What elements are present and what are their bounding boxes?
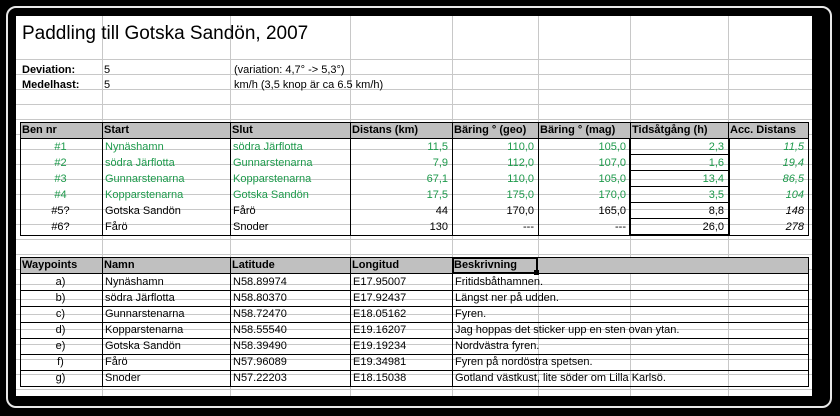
waypoints-cell[interactable]: e) — [55, 340, 66, 352]
legs-cell[interactable]: 17,5 — [426, 189, 448, 201]
legs-border-bottom — [20, 235, 809, 236]
waypoints-header-cell: Latitude — [232, 259, 275, 271]
waypoints-cell[interactable]: N58.39490 — [233, 340, 287, 352]
legs-cell[interactable]: Gunnarstenarna — [105, 173, 185, 185]
waypoints-cell[interactable]: E18.05162 — [353, 308, 407, 320]
legs-border-vertical — [538, 122, 539, 235]
waypoints-cell[interactable]: Kopparstenarna — [105, 324, 184, 336]
legs-cell[interactable]: Kopparstenarna — [105, 189, 184, 201]
legs-header-cell: Start — [104, 124, 130, 136]
waypoints-cell[interactable]: Jag hoppas det sticker upp en sten ovan ytan. — [455, 324, 680, 336]
waypoints-cell[interactable]: N58.72470 — [233, 308, 287, 320]
waypoints-rowline — [20, 290, 808, 291]
legs-border-vertical — [230, 122, 231, 235]
legs-cell[interactable]: 2,3 — [708, 141, 724, 153]
legs-cell[interactable]: 1,6 — [708, 157, 724, 169]
legs-cell[interactable]: #3 — [54, 173, 67, 185]
gridline-horizontal — [16, 119, 812, 120]
gridline-horizontal — [16, 74, 812, 75]
waypoints-cell[interactable]: N58.80370 — [233, 292, 287, 304]
legs-cell[interactable]: #2 — [54, 157, 67, 169]
legs-cell[interactable]: 170,0 — [598, 189, 626, 201]
legs-cell[interactable]: södra Järflotta — [233, 141, 303, 153]
legs-cell[interactable]: 3,5 — [708, 189, 724, 201]
legs-border-vertical — [808, 122, 809, 235]
waypoints-cell[interactable]: södra Järflotta — [105, 292, 175, 304]
legs-time-rowline — [630, 154, 728, 155]
waypoints-cell[interactable]: E17.95007 — [353, 276, 407, 288]
legs-cell[interactable]: 67,1 — [426, 173, 448, 185]
legs-cell[interactable]: 130 — [429, 221, 448, 233]
deviation-note: (variation: 4,7° -> 5,3°) — [234, 64, 345, 76]
waypoints-cell[interactable]: Snoder — [105, 372, 141, 384]
waypoints-cell[interactable]: b) — [55, 292, 66, 304]
waypoints-cell[interactable]: Nordvästra fyren. — [455, 340, 540, 352]
legs-time-rowline — [630, 202, 728, 203]
legs-cell[interactable]: 278 — [785, 221, 804, 233]
waypoints-cell[interactable]: f) — [57, 356, 64, 368]
gridline-horizontal — [16, 89, 812, 90]
waypoints-cell[interactable]: E17.92437 — [353, 292, 407, 304]
waypoints-cell[interactable]: Fyren på nordöstra spetsen. — [455, 356, 593, 368]
waypoints-cell[interactable]: Nynäshamn — [105, 276, 164, 288]
legs-cell[interactable]: #1 — [54, 141, 67, 153]
legs-header-cell: Bäring ° (geo) — [454, 124, 527, 136]
waypoints-header-cell: Namn — [104, 259, 135, 271]
waypoints-cell[interactable]: Fritidsbåthamnen. — [455, 276, 544, 288]
legs-cell[interactable]: 86,5 — [782, 173, 804, 185]
gridline-horizontal — [16, 389, 812, 390]
legs-time-rowline — [630, 218, 728, 219]
legs-cell[interactable]: södra Järflotta — [105, 157, 175, 169]
waypoints-cell[interactable]: N58.55540 — [233, 324, 287, 336]
legs-cell[interactable]: 13,4 — [702, 173, 724, 185]
waypoints-cell[interactable]: N58.89974 — [233, 276, 287, 288]
speed-note: km/h (3,5 knop är ca 6.5 km/h) — [234, 79, 384, 91]
selected-cell-outline[interactable] — [452, 257, 538, 274]
waypoints-cell[interactable]: E19.16207 — [353, 324, 407, 336]
legs-cell[interactable]: Kopparstenarna — [233, 173, 312, 185]
legs-cell[interactable]: 148 — [785, 205, 804, 217]
legs-header-cell: Bäring ° (mag) — [540, 124, 616, 136]
legs-cell[interactable]: Fårö — [105, 221, 128, 233]
deviation-value[interactable]: 5 — [104, 64, 111, 76]
waypoints-rowline — [20, 370, 808, 371]
legs-time-rowline — [630, 234, 728, 235]
legs-header-cell: Distans (km) — [352, 124, 419, 136]
legs-cell[interactable]: #5? — [51, 205, 70, 217]
waypoints-cell[interactable]: Längst ner på udden. — [455, 292, 559, 304]
waypoints-cell[interactable]: c) — [55, 308, 66, 320]
waypoints-cell[interactable]: E19.19234 — [353, 340, 407, 352]
legs-cell[interactable]: Snoder — [233, 221, 269, 233]
sheet-title: Paddling till Gotska Sandön, 2007 — [22, 23, 309, 44]
waypoints-cell[interactable]: d) — [55, 324, 66, 336]
gridline-horizontal — [16, 59, 812, 60]
waypoints-header-cell: Beskrivning — [454, 259, 517, 271]
gridline-horizontal — [16, 254, 812, 255]
legs-cell[interactable]: 175,0 — [506, 189, 534, 201]
legs-border-vertical — [102, 122, 103, 235]
waypoints-header-cell: Longitud — [352, 259, 400, 271]
waypoints-header-cell: Waypoints — [22, 259, 78, 271]
legs-border-vertical — [20, 122, 21, 235]
legs-cell[interactable]: 110,0 — [507, 141, 534, 153]
waypoints-border-bottom — [20, 386, 809, 387]
waypoints-cell[interactable]: E18.15038 — [353, 372, 407, 384]
waypoints-cell[interactable]: N57.96089 — [233, 356, 287, 368]
waypoints-cell[interactable]: Fyren. — [455, 308, 487, 320]
speed-label: Medelhast: — [22, 79, 80, 91]
legs-cell[interactable]: --- — [523, 221, 534, 233]
legs-cell[interactable]: Gotska Sandön — [105, 205, 181, 217]
legs-time-rowline — [630, 170, 728, 171]
legs-cell[interactable]: 107,0 — [598, 157, 626, 169]
gridline-horizontal — [16, 104, 812, 105]
waypoints-rowline — [20, 322, 808, 323]
legs-cell[interactable]: Gunnarstenarna — [233, 157, 313, 169]
waypoints-cell[interactable]: Gotland västkust, lite söder om Lilla Karlsö. — [455, 372, 666, 384]
legs-cell[interactable]: 105,0 — [598, 141, 626, 153]
legs-cell[interactable]: #4 — [54, 189, 67, 201]
waypoints-rowline — [20, 306, 808, 307]
legs-header-cell: Acc. Distans — [730, 124, 797, 136]
legs-cell[interactable]: 170,0 — [506, 205, 534, 217]
legs-cell[interactable]: 11,5 — [783, 141, 804, 153]
legs-header-cell: Ben nr — [22, 124, 57, 136]
legs-time-border — [729, 139, 730, 235]
legs-cell[interactable]: 11,5 — [427, 141, 448, 153]
waypoints-cell[interactable]: N57.22203 — [233, 372, 287, 384]
deviation-label: Deviation: — [22, 64, 76, 76]
legs-cell[interactable]: 104 — [785, 189, 804, 201]
legs-cell[interactable]: Gotska Sandön — [233, 189, 309, 201]
legs-border-vertical — [452, 122, 453, 235]
legs-cell[interactable]: 165,0 — [598, 205, 626, 217]
legs-cell[interactable]: --- — [615, 221, 626, 233]
waypoints-cell[interactable]: g) — [55, 372, 66, 384]
waypoints-rowline — [20, 338, 808, 339]
gridline-horizontal — [16, 239, 812, 240]
legs-header-cell: Tidsåtgång (h) — [632, 124, 708, 136]
waypoints-cell[interactable]: Gunnarstenarna — [105, 308, 185, 320]
legs-header-cell: Slut — [232, 124, 253, 136]
waypoints-cell[interactable]: Fårö — [105, 356, 128, 368]
legs-cell[interactable]: 112,0 — [507, 157, 534, 169]
waypoints-cell[interactable]: a) — [55, 276, 66, 288]
legs-border-vertical — [350, 122, 351, 235]
speed-value[interactable]: 5 — [104, 79, 111, 91]
legs-cell[interactable]: 8,8 — [708, 205, 724, 217]
waypoints-cell[interactable]: E19.34981 — [353, 356, 407, 368]
legs-cell[interactable]: Nynäshamn — [105, 141, 164, 153]
legs-cell[interactable]: 110,0 — [507, 173, 534, 185]
waypoints-rowline — [20, 354, 808, 355]
legs-cell[interactable]: 105,0 — [598, 173, 626, 185]
waypoints-cell[interactable]: Gotska Sandön — [105, 340, 181, 352]
legs-cell[interactable]: 19,4 — [782, 157, 804, 169]
legs-cell[interactable]: 7,9 — [432, 157, 448, 169]
legs-cell[interactable]: #6? — [51, 221, 70, 233]
spreadsheet[interactable] — [16, 16, 812, 396]
waypoints-border-vertical — [808, 257, 809, 386]
legs-cell[interactable]: Fårö — [233, 205, 256, 217]
legs-time-rowline — [630, 186, 728, 187]
legs-cell[interactable]: 26,0 — [702, 221, 724, 233]
legs-cell[interactable]: 44 — [435, 205, 448, 217]
